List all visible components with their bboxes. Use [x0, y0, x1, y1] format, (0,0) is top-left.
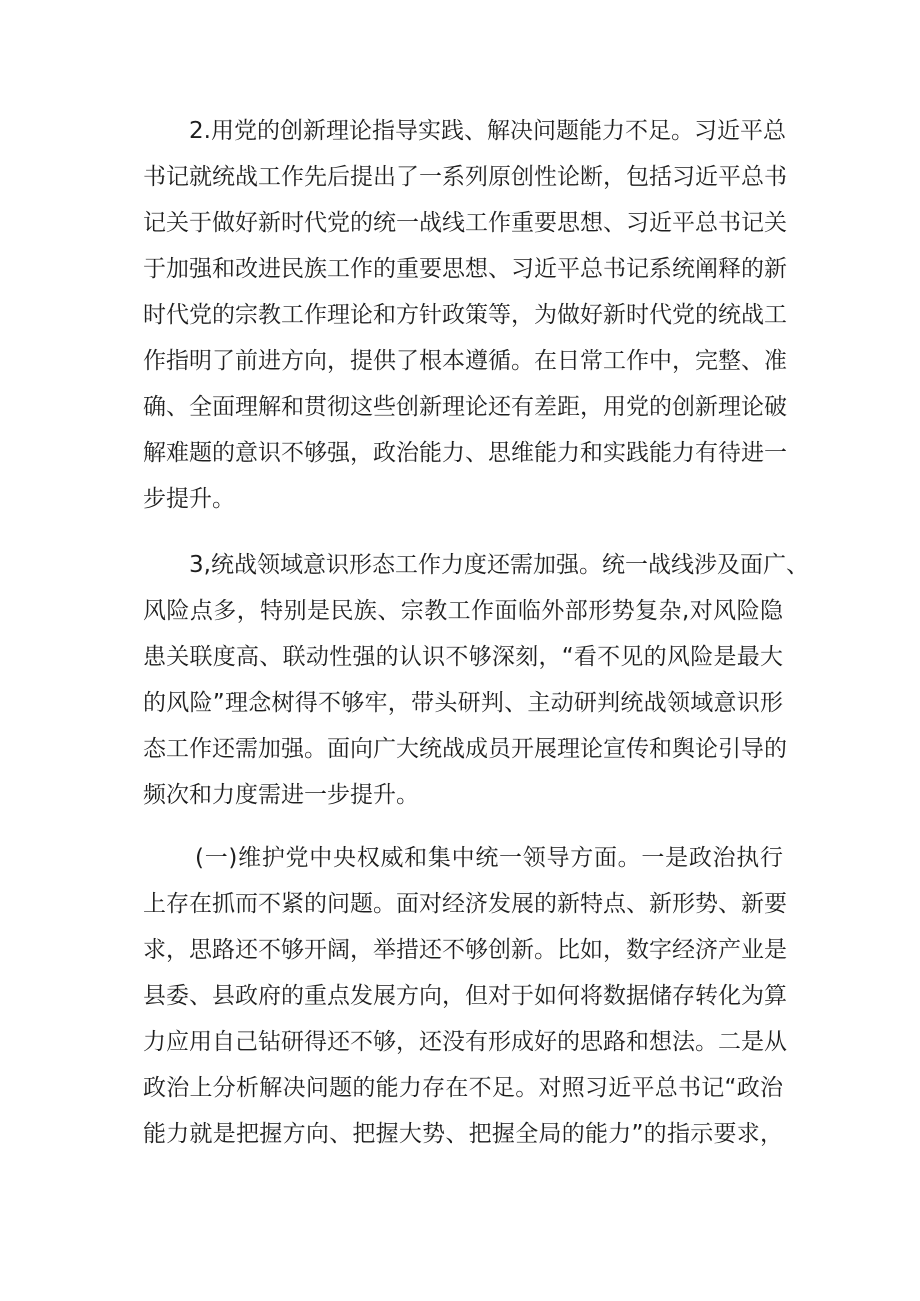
paragraph-line: 书记就统战工作先后提出了一系列原创性论断，包括习近平总书	[143, 164, 787, 190]
paragraph-line: 于加强和改进民族工作的重要思想、习近平总书记系统阐释的新	[143, 256, 787, 282]
paragraph-line: 县委、县政府的重点发展方向，但对于如何将数据储存转化为算	[143, 983, 787, 1009]
paragraph-line: 3,统战领域意识形态工作力度还需加强。统一战线涉及面广、	[189, 552, 809, 578]
paragraph-line: 政治上分析解决问题的能力存在不足。对照习近平总书记“政治	[143, 1075, 783, 1101]
paragraph-line: 作指明了前进方向，提供了根本遵循。在日常工作中，完整、准	[143, 348, 787, 374]
paragraph-line: 步提升。	[143, 486, 235, 512]
paragraph-line: 上存在抓而不紧的问题。面对经济发展的新特点、新形势、新要	[143, 891, 787, 917]
paragraph-line: 时代党的宗教工作理论和方针政策等，为做好新时代党的统战工	[143, 302, 787, 328]
paragraph-line: 解难题的意识不够强，政治能力、思维能力和实践能力有待进一	[143, 440, 787, 466]
paragraph-line: 记关于做好新时代党的统一战线工作重要思想、习近平总书记关	[143, 210, 787, 236]
paragraph-line: 2.用党的创新理论指导实践、解决问题能力不足。习近平总	[189, 118, 786, 144]
paragraph-line: 的风险”理念树得不够牢，带头研判、主动研判统战领域意识形	[143, 690, 783, 716]
paragraph-line: (一)维护党中央权威和集中统一领导方面。一是政治执行	[195, 845, 783, 871]
paragraph-line: 能力就是把握方向、把握大势、把握全局的能力”的指示要求，	[143, 1121, 783, 1147]
paragraph-line: 频次和力度需进一步提升。	[143, 782, 419, 808]
paragraph-line: 患关联度高、联动性强的认识不够深刻，“看不见的风险是最大	[143, 644, 783, 670]
paragraph-line: 确、全面理解和贯彻这些创新理论还有差距，用党的创新理论破	[143, 394, 787, 420]
paragraph-line: 态工作还需加强。面向广大统战成员开展理论宣传和舆论引导的	[143, 736, 787, 762]
paragraph-line: 求，思路还不够开阔，举措还不够创新。比如，数字经济产业是	[143, 937, 787, 963]
paragraph-line: 风险点多，特别是民族、宗教工作面临外部形势复杂,对风险隐	[143, 598, 783, 624]
paragraph-line: 力应用自己钻研得还不够，还没有形成好的思路和想法。二是从	[143, 1029, 787, 1055]
